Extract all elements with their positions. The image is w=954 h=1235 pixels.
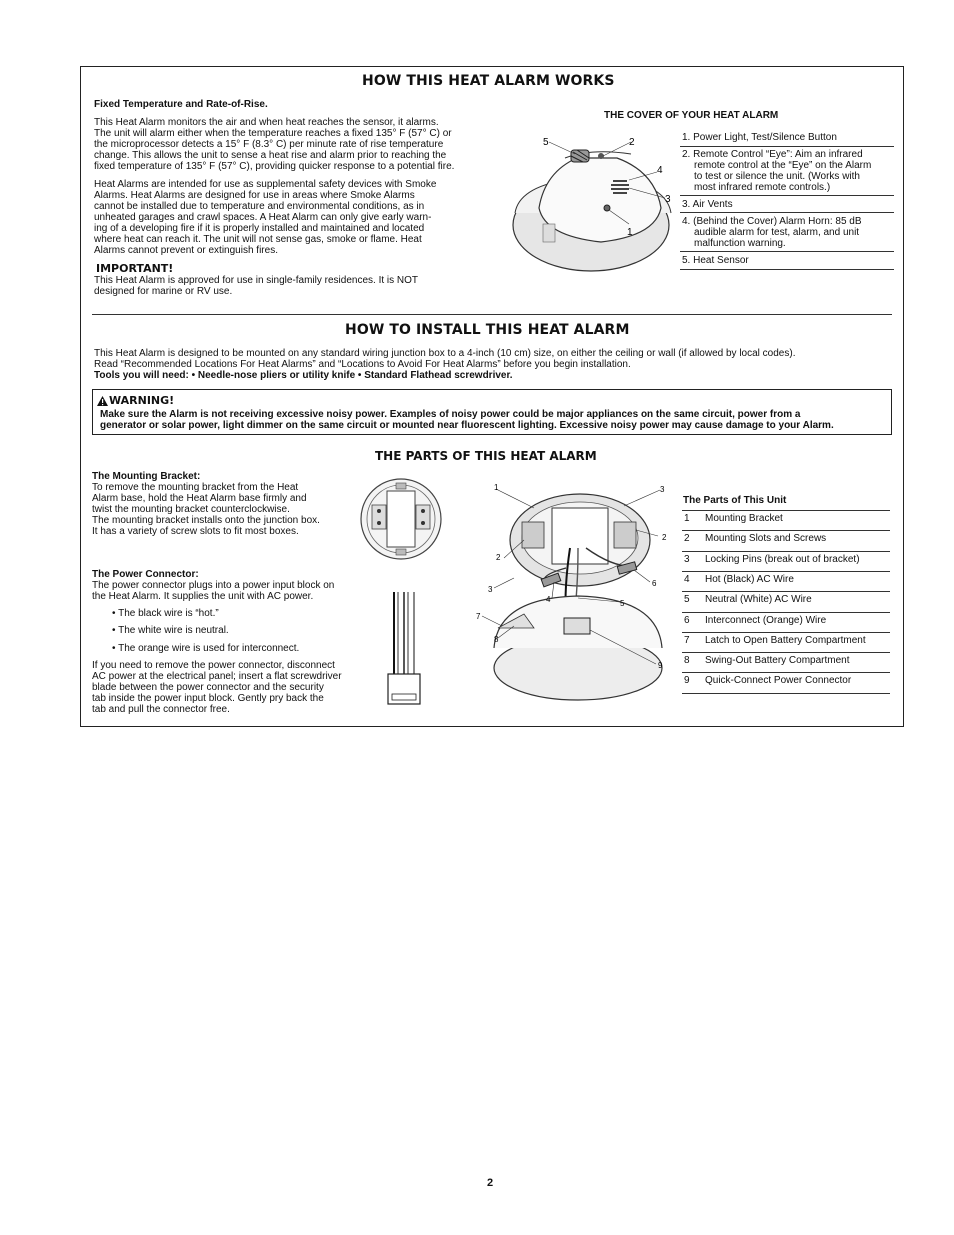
connector-bullet-2: • The white wire is neutral.: [112, 625, 229, 636]
cover-callout-5: 5: [543, 137, 549, 148]
connector-bullet-3: • The orange wire is used for interconnect.: [112, 643, 300, 654]
parts-callout-3-top: 3: [660, 485, 665, 494]
parts-table-heading: The Parts of This Unit: [683, 495, 787, 506]
parts-label: Locking Pins (break out of bracket): [705, 553, 860, 565]
install-intro: This Heat Alarm is designed to be mounted on any standard wiring junction box to a 4-inch (10 cm) size, on either the ceiling or wall (if allowed by local codes). Read “Recommended Locations For Heat Alarms” and “Locations to Avoid For Heat Alarms” before you begin installation. Tools you will need: • Needle-nose pliers or utility knife • Standard Flathead screwdriver.: [94, 348, 796, 381]
important-paragraph: This Heat Alarm is approved for use in single-family residences. It is NOT designed for marine or RV use.: [94, 275, 419, 297]
parts-table-rule: [682, 672, 890, 673]
parts-number: 8: [684, 655, 690, 667]
cover-item-5: 5. Heat Sensor: [682, 255, 749, 266]
parts-table-row: [684, 533, 826, 544]
section-divider: [92, 314, 892, 315]
cover-item-1: 1. Power Light, Test/Silence Button: [682, 132, 837, 143]
bracket-heading: The Mounting Bracket:: [92, 471, 201, 482]
parts-table-row: [684, 675, 851, 686]
parts-table-row: [684, 594, 812, 605]
parts-number: 6: [684, 614, 690, 626]
section-title-how-it-works: HOW THIS HEAT ALARM WORKS: [362, 73, 615, 89]
parts-table-rule: [682, 571, 890, 572]
bracket-paragraph: To remove the mounting bracket from the Heat Alarm base, hold the Heat Alarm base firmly and twist the mounting bracket counterclockwise. The mounting bracket installs onto the junction box. It has a variety of screw slots to fit most boxes.: [92, 482, 320, 537]
parts-number: 9: [684, 675, 690, 687]
cover-callout-2: 2: [629, 137, 635, 148]
section-title-install: HOW TO INSTALL THIS HEAT ALARM: [345, 322, 630, 338]
connector-bullet-1: • The black wire is “hot.”: [112, 608, 219, 619]
cover-illustration: [505, 128, 680, 278]
parts-label: Quick-Connect Power Connector: [705, 675, 852, 687]
fixed-temp-paragraph: This Heat Alarm monitors the air and when heat reaches the sensor, it alarms. The unit will alarm either when the temperature reaches a fixed 135° F (57° C) or the microprocessor detects a 15° F (8.3° C) per minute rate of rise temperature change. This allows the unit to sense a heat rise and alarm prior to reaching the fixed temperature of 135° F (57° C), providing quicker response to a potential fire.: [94, 117, 455, 172]
cover-item-2: 2. Remote Control “Eye”: Aim an infrared remote control at the “Eye” on the Alarm to test or silence the unit. (Works with most infrared remote controls.): [682, 149, 872, 193]
page-number: 2: [487, 1177, 494, 1189]
parts-callout-6: 6: [652, 579, 657, 588]
parts-label: Mounting Bracket: [705, 513, 783, 524]
parts-callout-5: 5: [620, 599, 625, 608]
parts-label: Swing-Out Battery Compartment: [705, 655, 850, 667]
parts-callout-9: 9: [658, 661, 663, 670]
warning-heading-row: [97, 394, 174, 407]
section-title-parts: THE PARTS OF THIS HEAT ALARM: [375, 449, 597, 463]
parts-table-row: [684, 574, 794, 585]
parts-number: 3: [684, 553, 690, 565]
cover-callout-1: 1: [627, 227, 633, 238]
connector-paragraph: The power connector plugs into a power input block on the Heat Alarm. It supplies the unit with AC power.: [92, 580, 335, 602]
parts-table-rule: [682, 652, 890, 653]
parts-number: 7: [684, 634, 690, 646]
parts-number: 2: [684, 533, 690, 545]
parts-table-row: [684, 615, 826, 626]
parts-label: Neutral (White) AC Wire: [705, 594, 812, 606]
parts-label: Interconnect (Orange) Wire: [705, 614, 827, 626]
cover-callout-3: 3: [665, 194, 671, 205]
parts-callout-3-left: 3: [488, 585, 493, 594]
mounting-bracket-illustration: [358, 475, 444, 563]
parts-table-rule: [682, 510, 890, 511]
parts-table-row: [684, 554, 860, 565]
parts-number: 5: [684, 594, 690, 606]
parts-number: 1: [684, 513, 690, 524]
cover-callout-4: 4: [657, 165, 663, 176]
parts-callout-4: 4: [546, 595, 551, 604]
parts-label: Mounting Slots and Screws: [705, 533, 827, 545]
parts-callout-8: 8: [494, 635, 499, 644]
connector-heading: The Power Connector:: [92, 569, 199, 580]
parts-label: Hot (Black) AC Wire: [705, 573, 794, 585]
cover-heading: THE COVER OF YOUR HEAT ALARM: [604, 110, 779, 121]
parts-table-rule: [682, 591, 890, 592]
parts-table-rule: [682, 612, 890, 613]
parts-table-rule: [682, 551, 890, 552]
warning-heading: WARNING!: [109, 394, 175, 407]
warning-triangle-icon: [97, 396, 108, 406]
parts-number: 4: [684, 573, 690, 585]
cover-item-4: 4. (Behind the Cover) Alarm Horn: 85 dB audible alarm for test, alarm, and unit malfunction warning.: [682, 216, 862, 249]
parts-callout-7: 7: [476, 612, 481, 621]
parts-table-row: [684, 513, 783, 524]
parts-table-rule: [682, 693, 890, 694]
parts-table-row: [684, 655, 850, 666]
parts-callout-2-right: 2: [662, 533, 667, 542]
fixed-temp-heading: Fixed Temperature and Rate-of-Rise.: [94, 99, 268, 110]
parts-table-row: [684, 635, 866, 646]
cover-item-3: 3. Air Vents: [682, 199, 733, 210]
important-heading: IMPORTANT!: [96, 262, 174, 275]
supplemental-paragraph: Heat Alarms are intended for use as supplemental safety devices with Smoke Alarms. Heat Alarms are designed for use in areas where Smoke Alarms cannot be installed due to temperature and environmental conditions, as in unheated garages and crawl spaces. A Heat Alarm can only give early warn- ing of a developing fire if it is properly installed and maintained and located where heat can reach it. The unit will not sense gas, smoke or flame. Heat Alarms cannot prevent or extinguish fires.: [94, 179, 437, 256]
warning-text: Make sure the Alarm is not receiving excessive noisy power. Examples of noisy power could be major appliances on the same circuit, power from a generator or solar power, light dimmer on the same circuit or mounted near fluorescent lighting. Excessive noisy power may cause damage to your Alarm.: [100, 409, 834, 431]
parts-table-rule: [682, 632, 890, 633]
remove-connector-paragraph: If you need to remove the power connector, disconnect AC power at the electrical panel; insert a flat screwdriver blade between the power connector and the security tab inside the power input block. Gently pry back the tab and pull the connector free.: [92, 660, 342, 715]
parts-illustration: [474, 478, 674, 710]
power-connector-illustration: [384, 590, 424, 710]
parts-callout-1: 1: [494, 483, 499, 492]
parts-callout-2-left: 2: [496, 553, 501, 562]
parts-table-rule: [682, 530, 890, 531]
parts-label: Latch to Open Battery Compartment: [705, 634, 866, 646]
